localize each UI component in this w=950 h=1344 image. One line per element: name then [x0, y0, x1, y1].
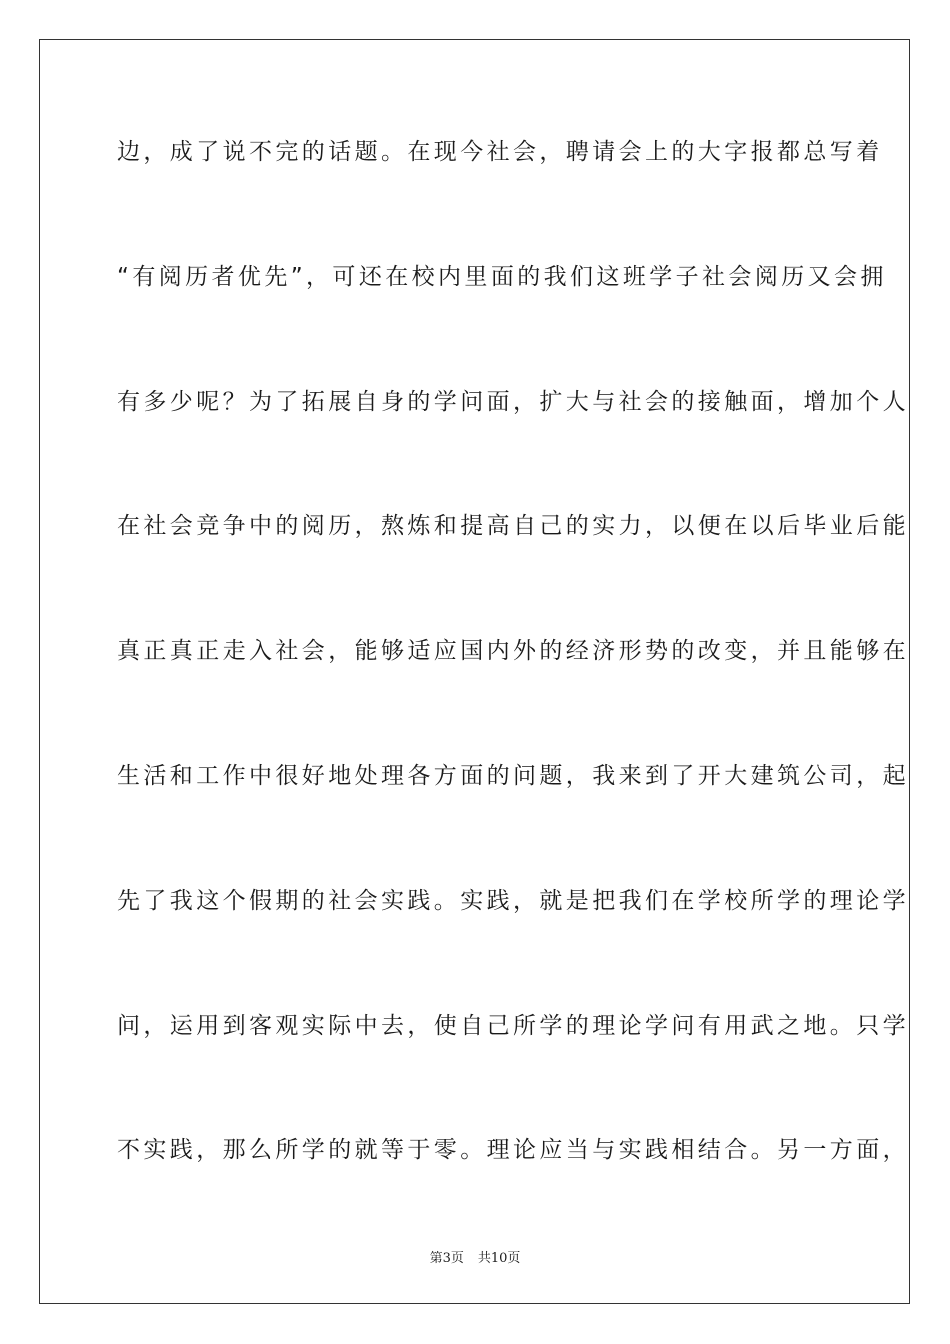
- page-number: 第3页: [429, 1251, 464, 1266]
- page-footer: [0, 1247, 950, 1266]
- body-line: 在社会竞争中的阅历，熬炼和提高自己的实力，以便在以后毕业后能: [117, 513, 909, 540]
- body-line: 问，运用到客观实际中去，使自己所学的理论学问有用武之地。只学: [117, 1012, 909, 1039]
- body-line: 有多少呢？为了拓展自身的学问面，扩大与社会的接触面，增加个人: [117, 388, 909, 415]
- body-line: 先了我这个假期的社会实践。实践，就是把我们在学校所学的理论学: [117, 887, 909, 914]
- body-line: 边，成了说不完的话题。在现今社会，聘请会上的大字报都总写着: [117, 139, 883, 165]
- document-body: [117, 130, 909, 1253]
- total-pages: 共10页: [477, 1251, 521, 1266]
- body-line: 不实践，那么所学的就等于零。理论应当与实践相结合。另一方面，: [117, 1137, 909, 1164]
- body-line: 真正真正走入社会，能够适应国内外的经济形势的改变，并且能够在: [117, 638, 909, 665]
- body-line: 生活和工作中很好地处理各方面的问题，我来到了开大建筑公司，起: [117, 762, 909, 789]
- body-line: “有阅历者优先”，可还在校内里面的我们这班学子社会阅历又会拥: [117, 263, 887, 290]
